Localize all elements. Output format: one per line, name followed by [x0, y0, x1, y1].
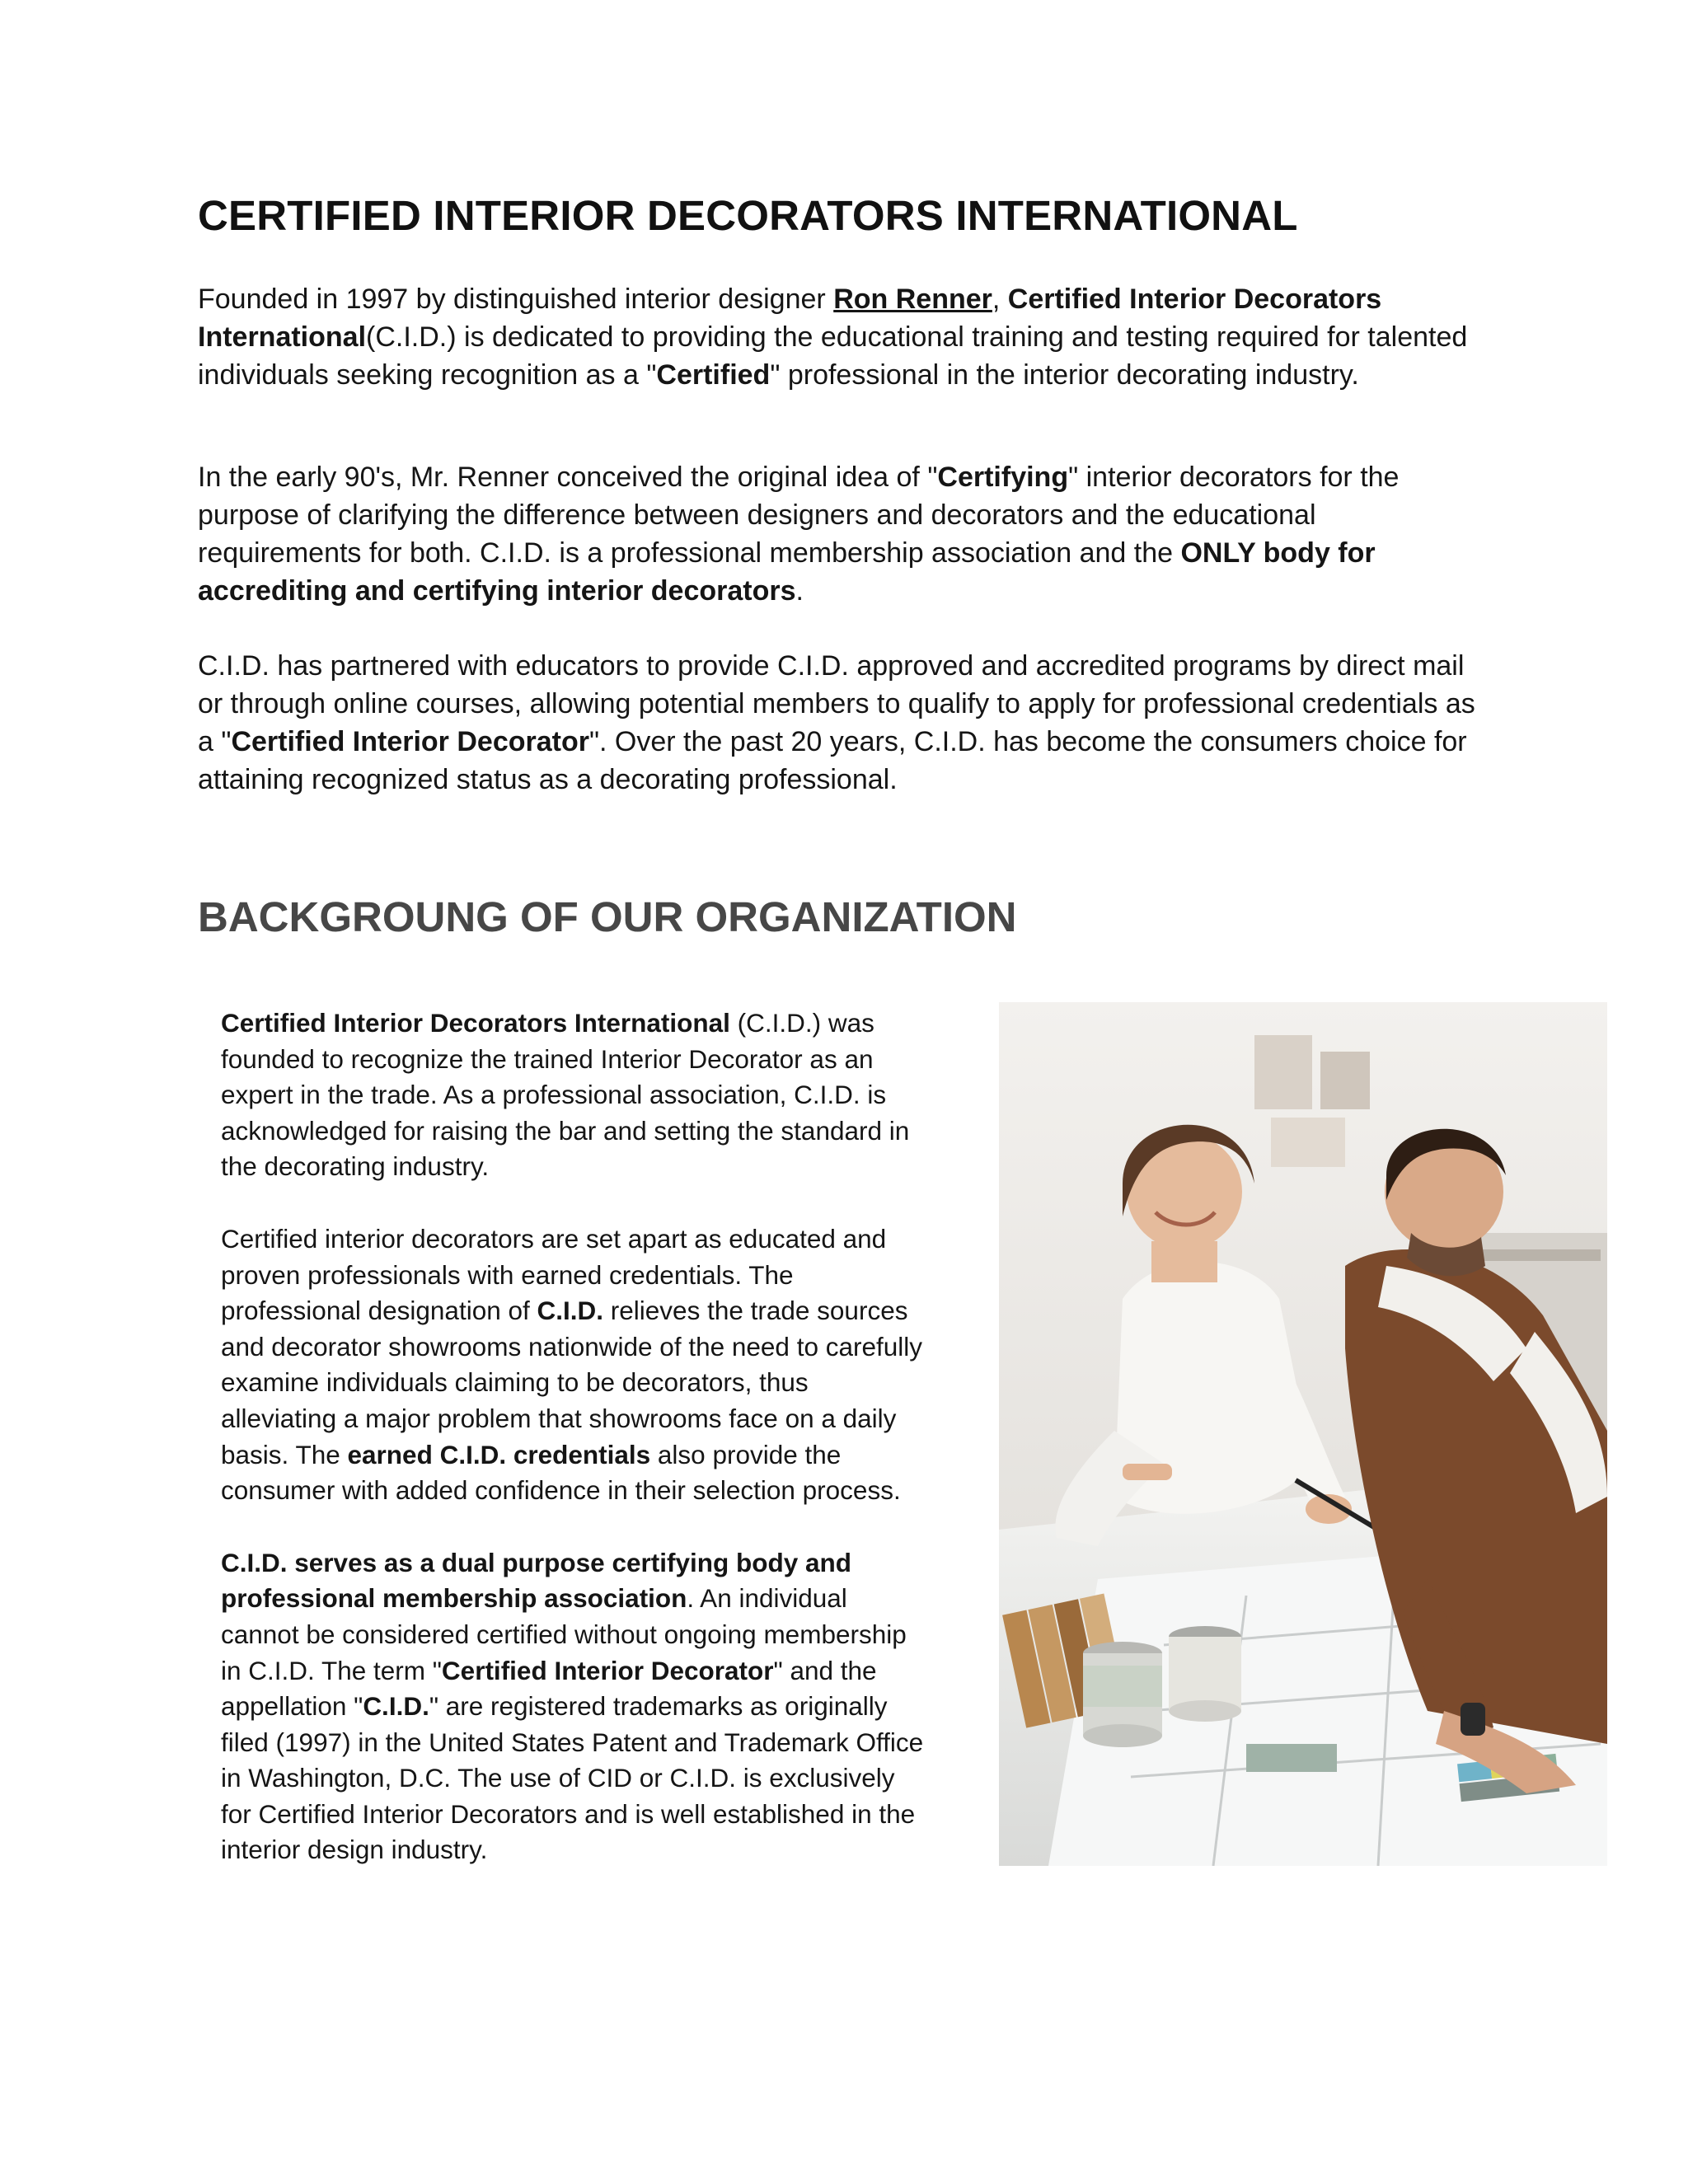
text: " interior decorators for the purpose of clarifying the difference between designers and decorators and the educational requirements for both. C.I.D. is a professional membership association and the: [198, 462, 1400, 569]
text: relieves the trade sources and decorator showrooms nationwide of the need to carefully examine individuals claiming to be decorators, thus alleviating a major problem that showrooms face on a daily basis. The: [221, 1296, 923, 1469]
certified-emphasis: Certified: [656, 359, 771, 391]
dual-purpose-emphasis: C.I.D. serves as a dual purpose certifying body and professional membership association: [221, 1547, 851, 1614]
section-heading: BACKGROUNG OF OUR ORGANIZATION: [198, 893, 1017, 940]
text: In the early 90's, Mr. Renner conceived the original idea of ": [198, 462, 938, 493]
text: . An individual cannot be considered certified without ongoing membership in C.I.D. The term ": [221, 1583, 907, 1685]
only-body-emphasis: ONLY body for accrediting and certifying interior decorators: [198, 537, 1376, 607]
term-emphasis: Certified Interior Decorator: [441, 1655, 774, 1685]
text: ". Over the past 20 years, C.I.D. has become the consumers choice for attaining recognized status as a decorating professional.: [198, 726, 1467, 795]
intro-paragraph-1: [198, 280, 1484, 394]
cid-emphasis: C.I.D.: [537, 1296, 604, 1326]
text: " and the appellation ": [221, 1655, 877, 1722]
org-name: Certified Interior Decorators International: [221, 1008, 730, 1038]
text: ,: [992, 284, 1008, 315]
text: " are registered trademarks as originally filed (1997) in the United States Patent and Trademark Office in Washington, D.C. The use of CID or C.I.D. is exclusively for Certified Interior Decorators and is well established in the interior design industry.: [221, 1691, 924, 1865]
text: (C.I.D.) was founded to recognize the trained Interior Decorator as an expert in the trade. As a professional association, C.I.D. is acknowledged for raising the bar and setting the standard in the decorating industry.: [221, 1008, 910, 1182]
background-paragraph-1: [221, 1005, 930, 1185]
cid-term-emphasis: Certified Interior Decorator: [231, 726, 589, 757]
text: also provide the consumer with added confidence in their selection process.: [221, 1439, 901, 1506]
org-name: Certified Interior Decorators International: [198, 284, 1382, 353]
text: .: [795, 575, 804, 607]
text: Founded in 1997 by distinguished interior designer: [198, 284, 834, 315]
background-paragraph-2: [221, 1221, 930, 1509]
text: (C.I.D.) is dedicated to providing the educational training and testing required for talented individuals seeking recognition as a ": [198, 321, 1468, 391]
page-title: CERTIFIED INTERIOR DECORATORS INTERNATIONAL: [198, 192, 1298, 239]
earned-credentials-emphasis: earned C.I.D. credentials: [347, 1439, 651, 1469]
designers-photo: [999, 1002, 1607, 1866]
cid-emphasis: C.I.D.: [363, 1691, 429, 1722]
intro-paragraph-3: [198, 647, 1484, 799]
founder-link[interactable]: Ron Renner: [833, 284, 992, 315]
photo-designers-at-work-icon: [999, 1002, 1607, 1866]
background-paragraph-3: [221, 1545, 930, 1868]
text: " professional in the interior decorating industry.: [770, 359, 1359, 391]
intro-paragraph-2: [198, 458, 1484, 610]
background-column: [221, 1005, 930, 1905]
certifying-emphasis: Certifying: [937, 462, 1069, 493]
text: C.I.D. has partnered with educators to provide C.I.D. approved and accredited programs by direct mail or through online courses, allowing potential members to qualify to apply for professional credentials as a ": [198, 650, 1475, 757]
text: Certified interior decorators are set apart as educated and proven professionals with earned credentials. The professional designation of: [221, 1223, 887, 1326]
